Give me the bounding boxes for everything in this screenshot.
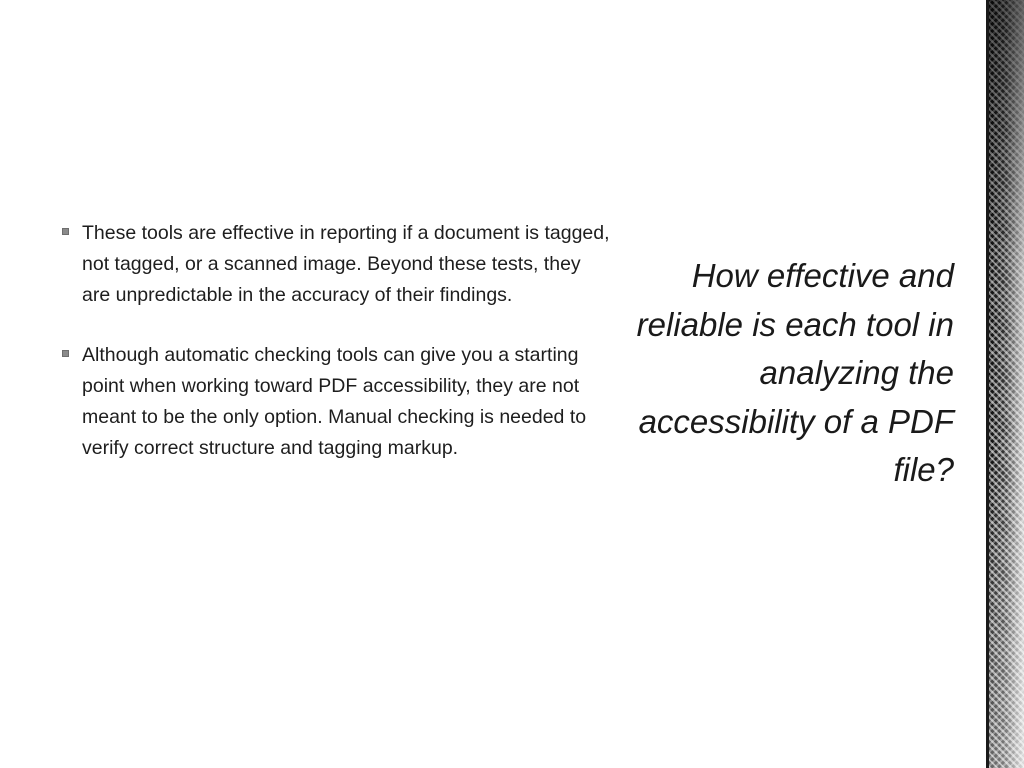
bullet-item [62, 218, 610, 310]
bullet-item [62, 340, 610, 463]
bullet-list [62, 218, 610, 494]
bullet-text: Although automatic checking tools can give you a starting point when working toward PDF accessibility, they are not meant to be the only option. Manual checking is needed to verify correct structure and tagging markup. [82, 344, 587, 459]
side-pattern-shading [989, 0, 1024, 768]
slide-title: How effective and reliable is each tool in analyzing the accessibility of a PDF file? [636, 257, 954, 488]
bullet-text: These tools are effective in reporting if a document is tagged, not tagged, or a scanned image. Beyond these tests, they are unpredictable in the accuracy of their findings. [82, 222, 610, 306]
square-bullet-icon [62, 350, 69, 357]
square-bullet-icon [62, 228, 69, 235]
